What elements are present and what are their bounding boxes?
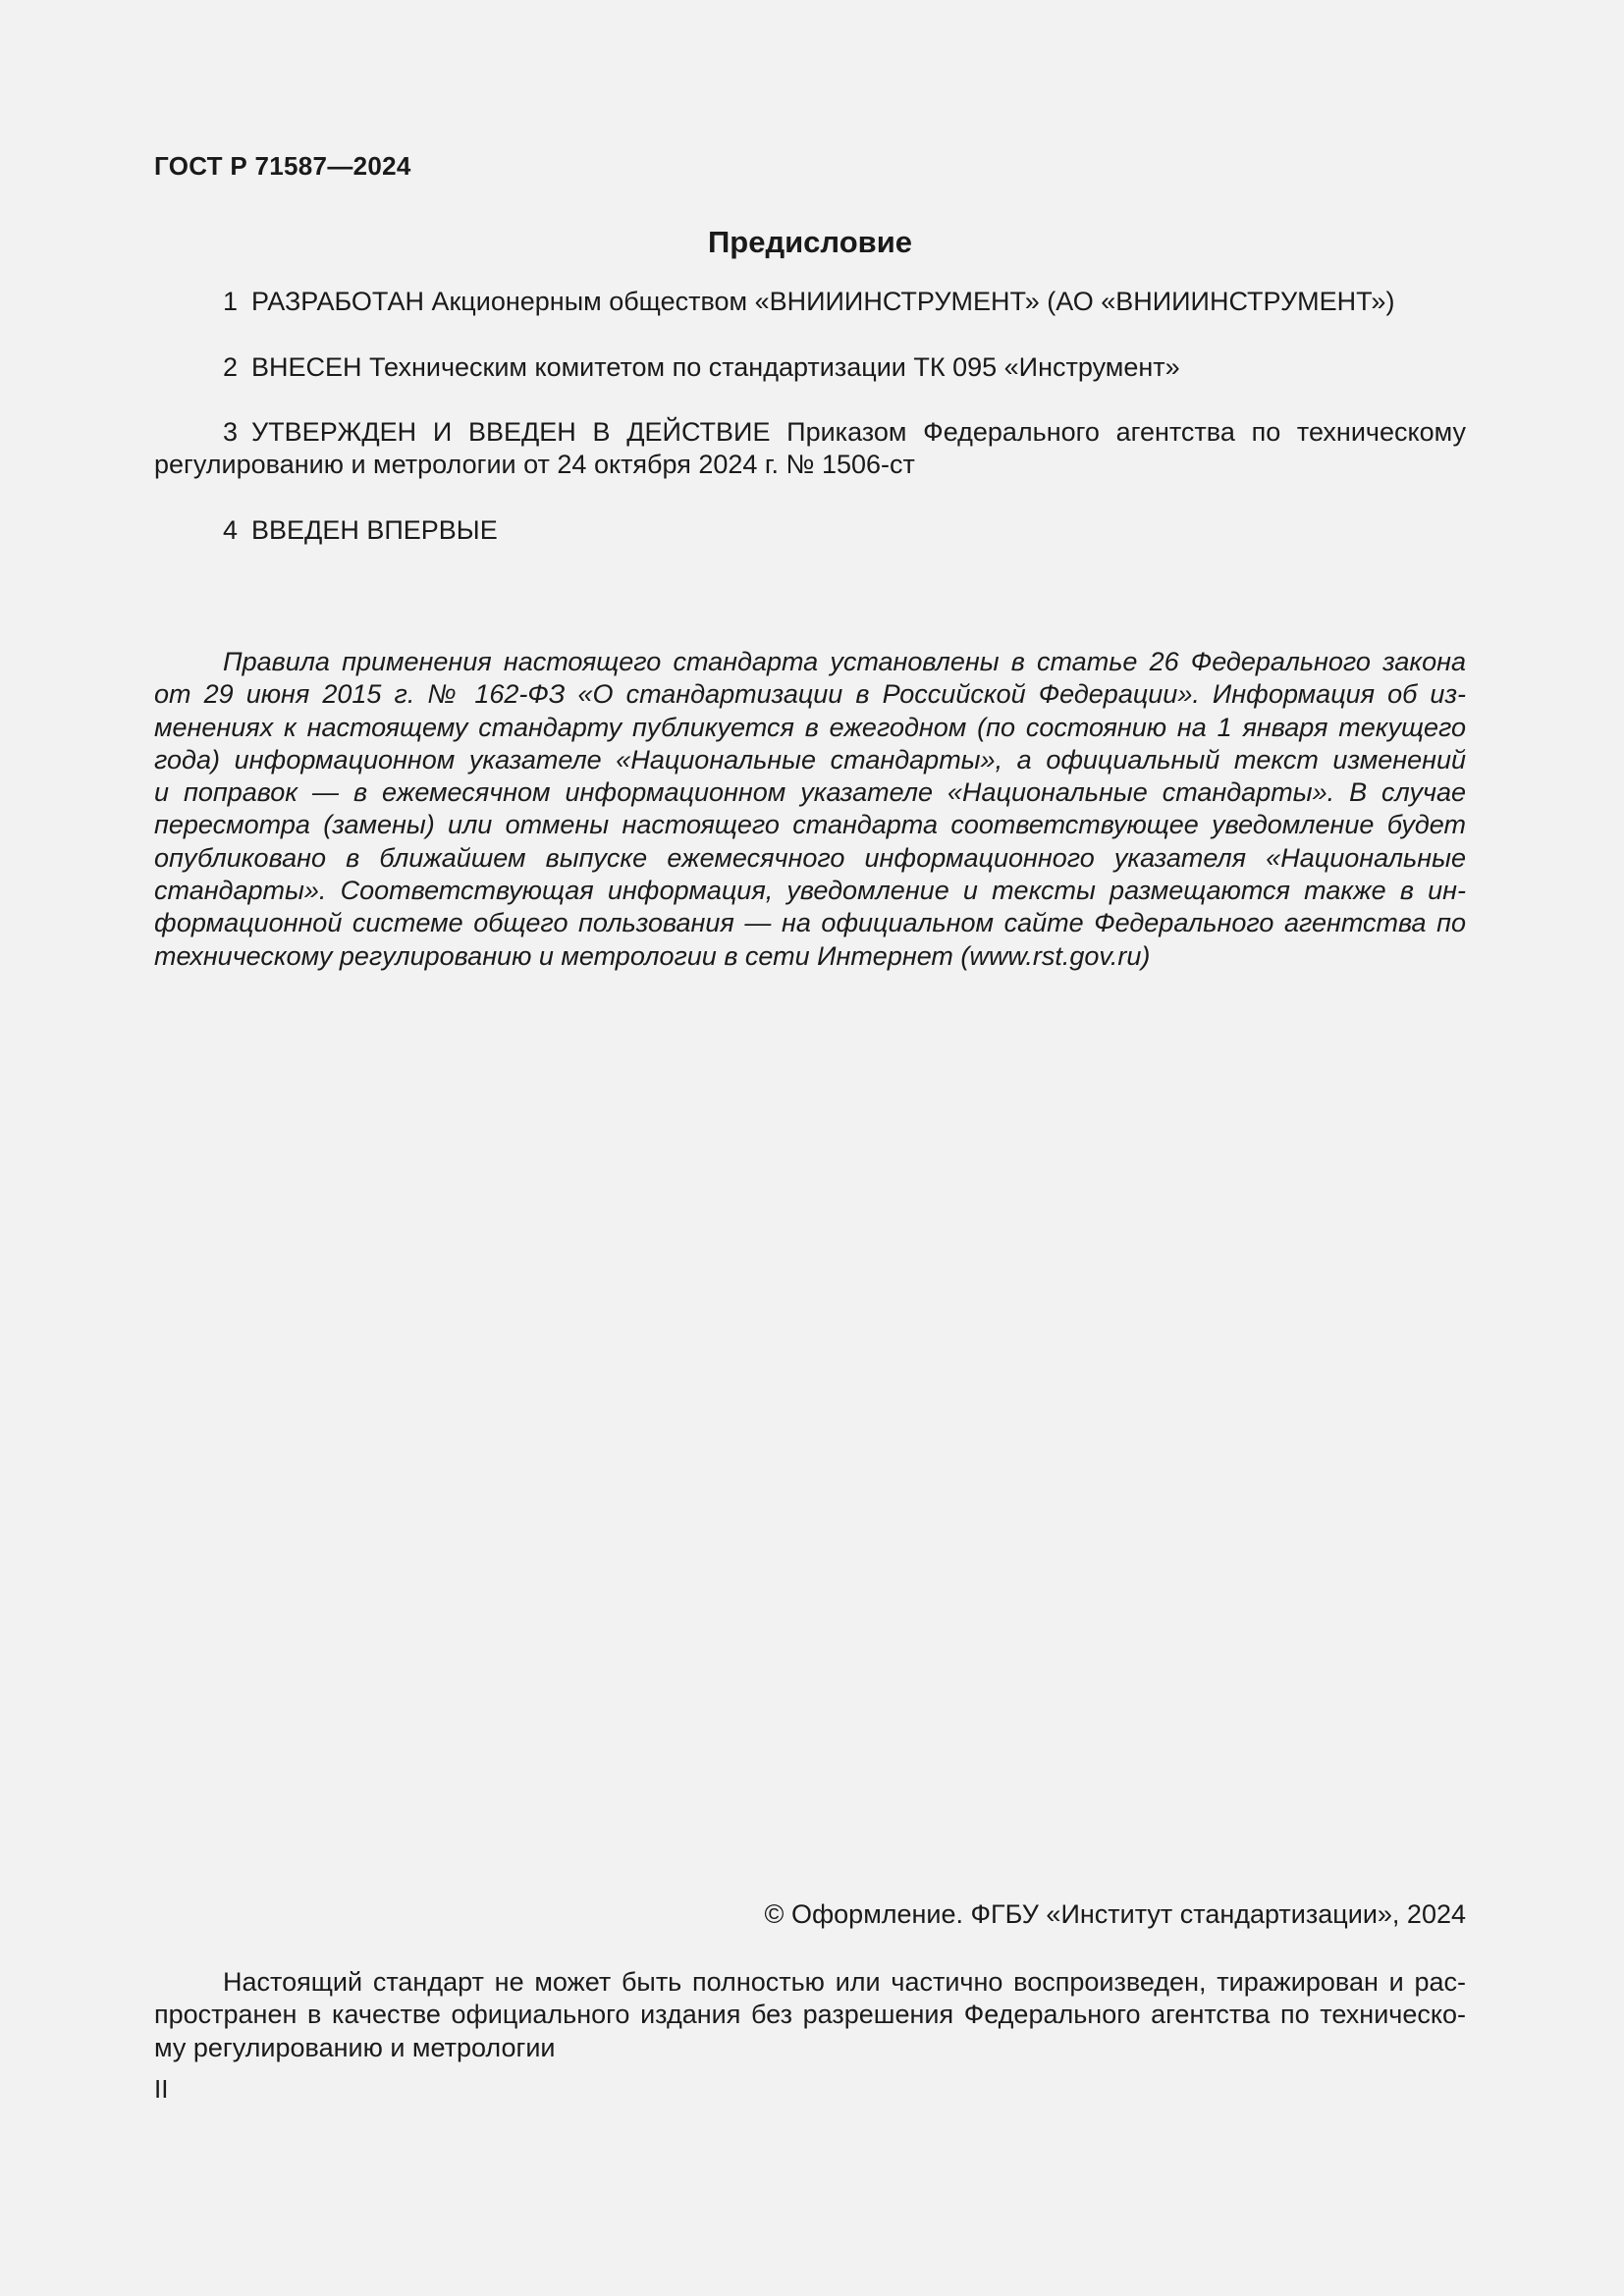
foreword-item — [154, 351, 1466, 384]
paragraph-line: года) информационном указателе «Национальные стандарты», а официальный текст изменений — [154, 744, 1466, 774]
foreword-item-text: УТВЕРЖДЕН И ВВЕДЕН В ДЕЙСТВИЕ Приказом Федерального агентства по техническому регулированию и метрологии от 24 октября 2024 г. № 1506-ст — [154, 417, 1466, 479]
paragraph-line: пересмотра (замены) или отмены настоящего стандарта соответствующее уведомление будет — [154, 810, 1466, 840]
paragraph-line: формационной системе общего пользования — на официальном сайте Федерального агентства по — [154, 908, 1466, 938]
foreword-item-number: 3 — [223, 417, 239, 447]
foreword-title: Предисловие — [707, 225, 912, 259]
reproduction-notice — [154, 1966, 1466, 2064]
paragraph-line: пространен в качестве официального издания без разрешения Федерального агентства по техническо- — [154, 2000, 1466, 2030]
foreword-item-number: 2 — [223, 352, 239, 382]
paragraph-line: стандарты». Соответствующая информация, уведомление и тексты размещаются также в ин- — [154, 876, 1466, 906]
paragraph-line: Правила применения настоящего стандарта установлены в статье 26 Федерального закона — [223, 647, 1466, 676]
foreword-item-text: ВВЕДЕН ВПЕРВЫЕ — [251, 515, 498, 545]
foreword-item-text: РАЗРАБОТАН Акционерным обществом «ВНИИИНСТРУМЕНТ» (АО «ВНИИИНСТРУМЕНТ») — [251, 287, 1395, 316]
foreword-item-number: 4 — [223, 515, 239, 545]
rules-of-application-paragraph — [154, 646, 1466, 973]
paragraph-line: менениях к настоящему стандарту публикуется в ежегодном (по состоянию на 1 января текущего — [154, 712, 1466, 742]
foreword-item-text: ВНЕСЕН Техническим комитетом по стандартизации ТК 095 «Инструмент» — [251, 352, 1180, 382]
paragraph-line: и поправок — в ежемесячном информационном указателе «Национальные стандарты». В случае — [154, 777, 1466, 808]
page-number: II — [154, 2074, 169, 2104]
foreword-item — [154, 416, 1466, 481]
paragraph-line: от 29 июня 2015 г. № 162-ФЗ «О стандартизации в Российской Федерации». Информация об из- — [154, 679, 1466, 710]
paragraph-line: Настоящий стандарт не может быть полностью или частично воспроизведен, тиражирован и рас- — [223, 1967, 1466, 1997]
foreword-item — [154, 286, 1466, 318]
copyright-line: © Оформление. ФГБУ «Институт стандартизации», 2024 — [764, 1899, 1466, 1929]
document-page — [154, 0, 1466, 2296]
foreword-item-number: 1 — [223, 287, 239, 316]
paragraph-line: техническому регулированию и метрологии в сети Интернет (www.rst.gov.ru) — [154, 940, 1151, 971]
paragraph-line: му регулированию и метрологии — [154, 2032, 556, 2062]
paragraph-line: опубликовано в ближайшем выпуске ежемесячного информационного указателя «Национальные — [154, 842, 1466, 873]
foreword-item — [154, 514, 1466, 547]
document-code: ГОСТ Р 71587—2024 — [154, 151, 411, 181]
